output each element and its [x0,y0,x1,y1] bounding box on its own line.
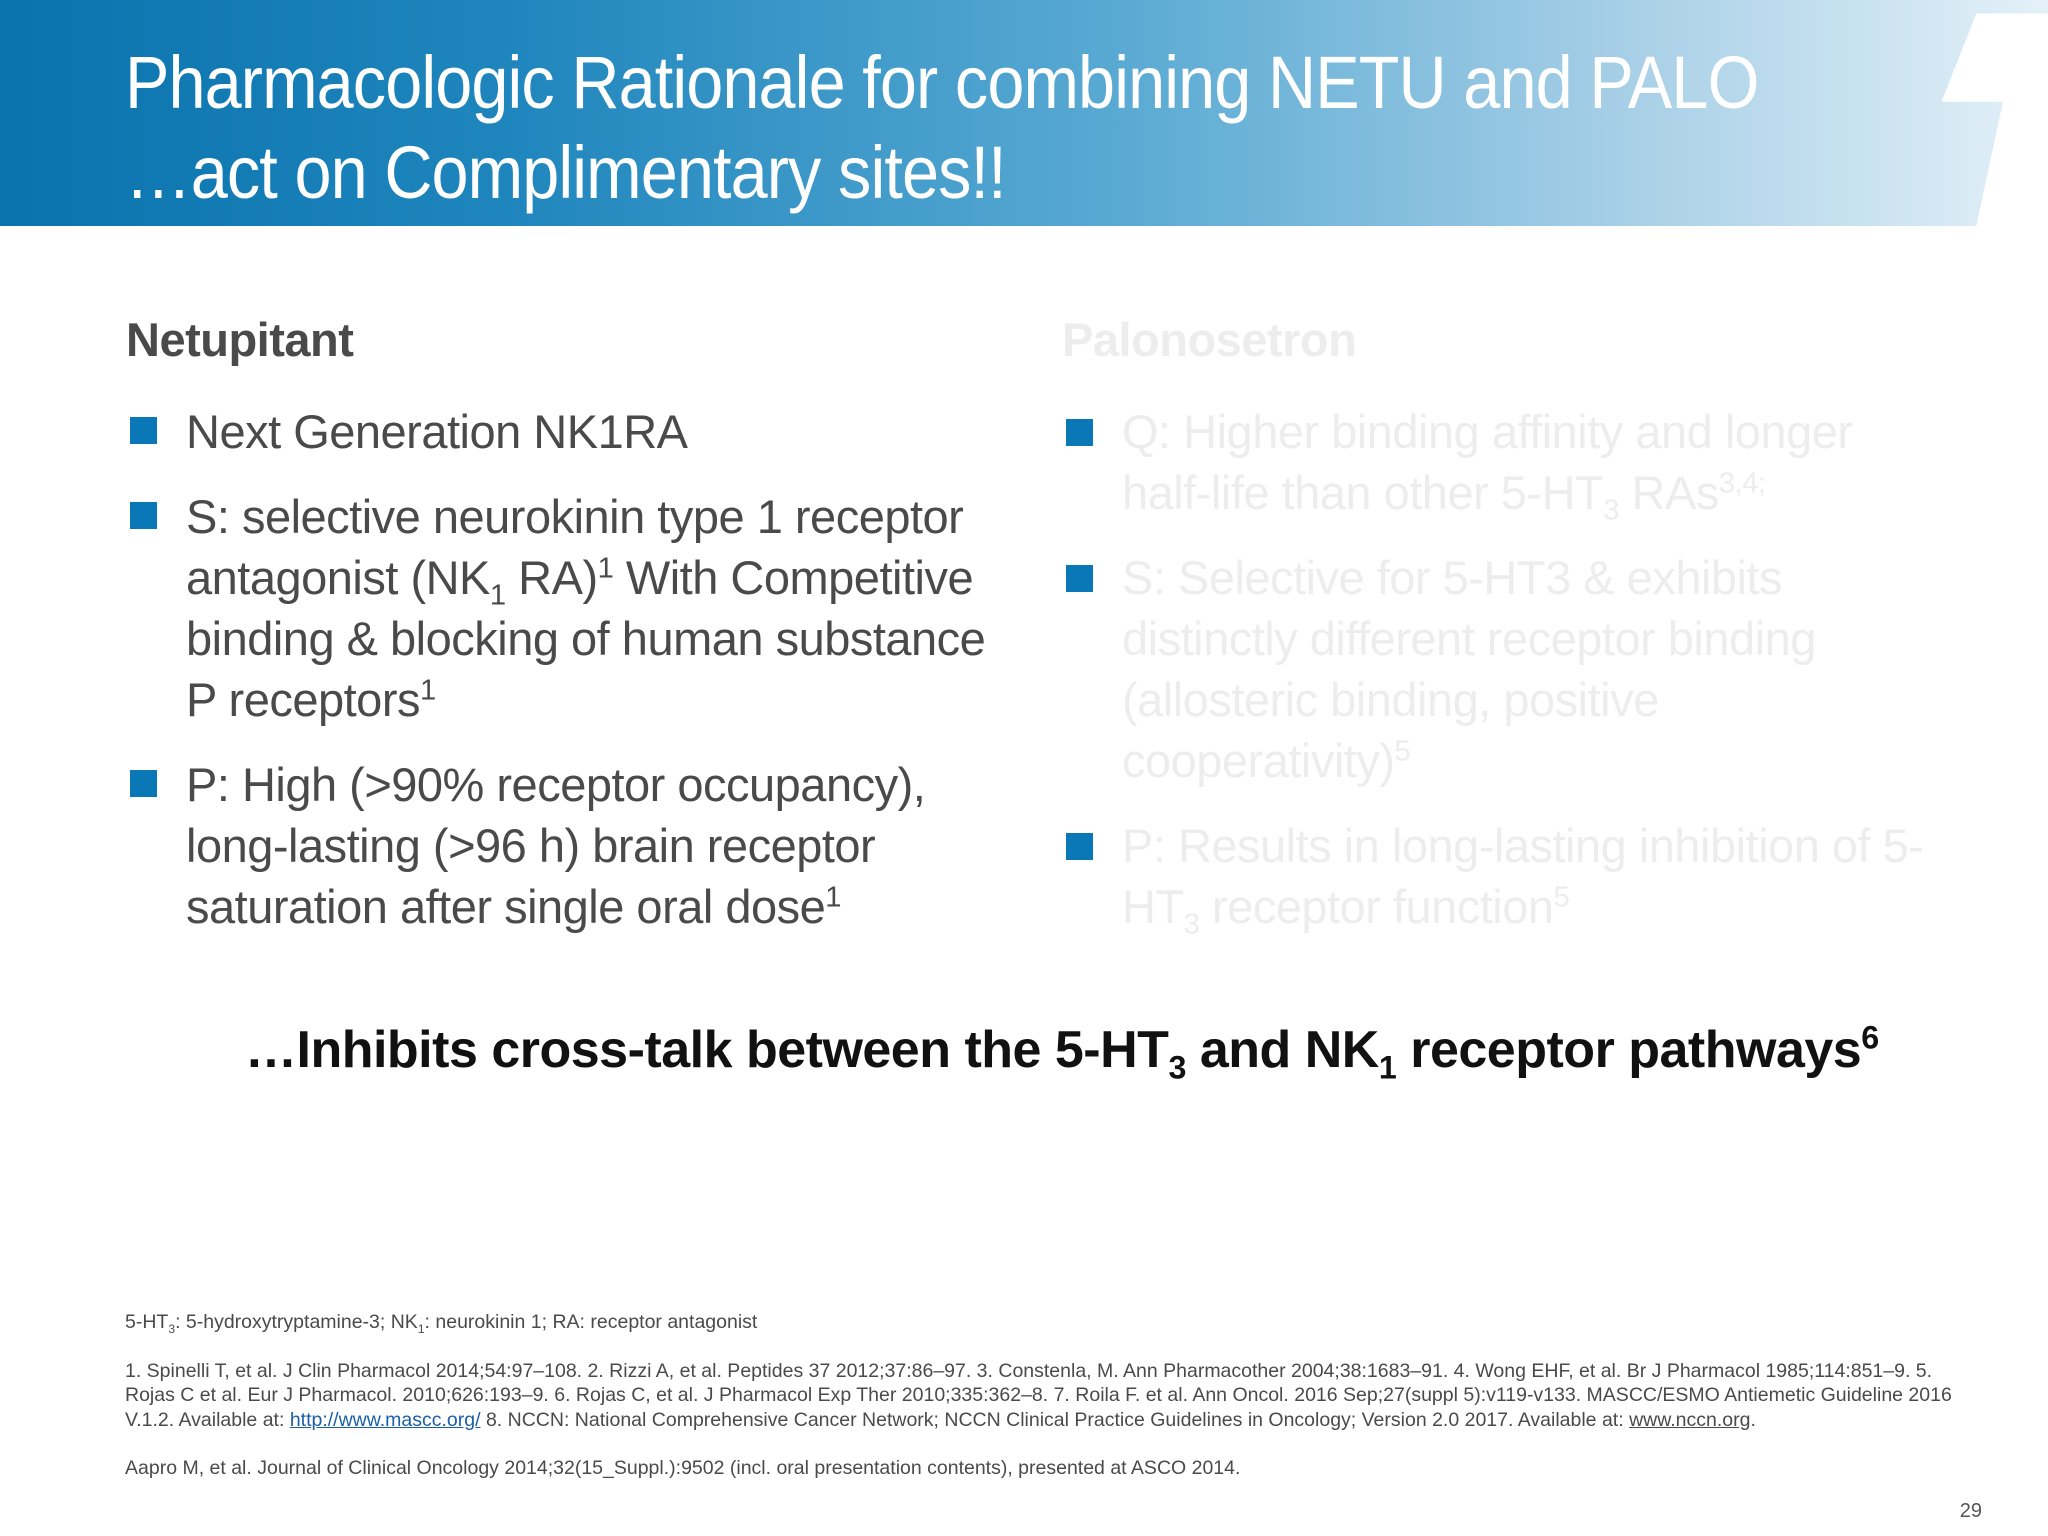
bullet-text-part: RA) [505,551,598,604]
subscript: 1 [489,579,506,612]
bullet-text [186,486,996,730]
citation-superscript: 3,4; [1718,467,1766,500]
footnote-text: . [1750,1408,1756,1431]
palonosetron-bullet-list [1062,401,1932,941]
square-bullet-icon [1066,833,1093,860]
citation-superscript: 1 [419,674,436,707]
list-item [126,486,996,730]
bullet-text-part: With Competitive binding & blocking of human substance P receptors [186,551,986,726]
bullet-text-part: RAs [1618,466,1719,519]
title-line-2: …act on Complimentary sites!! [125,131,1006,214]
conclusion-tagline [245,1019,1879,1086]
bullet-text-part: P: High (>90% receptor occupancy), long-lasting (>96 h) brain receptor saturation after single oral dose [186,758,926,933]
bullet-text-part: Q: Higher binding affinity and longer half-life than other 5-HT [1122,405,1853,519]
list-item [1062,401,1932,527]
abbreviations-footnote [125,1310,1955,1335]
netupitant-bullet-list [126,401,996,937]
bullet-text-part: Next Generation NK1RA [186,405,688,458]
square-bullet-icon [1066,565,1093,592]
subscript: 1 [417,1321,425,1336]
footnote-text: 1. Spinelli T, et al. J Clin Pharmacol 2014;54:97–108. 2. Rizzi A, et al. Peptides 37 2012;37:86–97. 3. Constenla, M. Ann Pharmacother 2004;38:1683–91. 4. Wong EHF, et al. Br J Pharmacol 1985;114:851–9. 5. Rojas C et al. Eur J Pharmacol. 2010;626:193–9. 6. Rojas C, et al. J Pharmacol Exp Ther 2010;335:362–8. 7. Roila F. et al. Ann Oncol. 2016 Sep;27(suppl 5):v119-v133. MASCC/ESMO Antiemetic Guideline 2016 V.1.2. Available at: [125,1359,1952,1431]
tagline-part: receptor pathways [1396,1021,1862,1079]
bullet-text-part: S: selective neurokinin type 1 receptor antagonist (NK [186,490,964,604]
bullet-text [186,754,996,937]
square-bullet-icon [130,770,157,797]
references-footnote [125,1359,1955,1433]
list-item [126,401,996,462]
bullet-text-part: S: Selective for 5-HT3 & exhibits distinctly different receptor binding (allosteric binding, positive cooperativity) [1122,551,1816,787]
subscript: 3 [1603,494,1619,527]
palonosetron-column [1062,312,1932,961]
citation-superscript: 6 [1861,1019,1879,1056]
footnote-text: : neurokinin 1; RA: receptor antagonist [424,1311,758,1333]
citation-superscript: 1 [825,881,841,914]
tagline-part: …Inhibits cross-talk between the 5-HT [245,1021,1169,1079]
citation-superscript: 1 [597,552,614,585]
list-item [1062,815,1932,941]
netupitant-column [126,312,996,961]
bullet-text [1122,815,1932,941]
subscript: 3 [1168,1049,1186,1086]
title-line-1: Pharmacologic Rationale for combining NETU and PALO [125,41,1759,124]
source-footnote: Aapro M, et al. Journal of Clinical Oncology 2014;32(15_Suppl.):9502 (incl. oral presentation contents), presented at ASCO 2014. [125,1457,1241,1479]
footnote-text: : 5-hydroxytryptamine-3; NK [175,1311,418,1333]
footnote-text: 5-HT [125,1311,169,1333]
list-item [1062,547,1932,791]
square-bullet-icon [130,417,157,444]
tagline-part: and NK [1185,1021,1379,1079]
list-item [126,754,996,937]
footnotes [125,1310,1955,1505]
bullet-text [186,401,996,462]
slide-title [125,38,1758,218]
netupitant-heading: Netupitant [126,313,354,366]
bullet-text [1122,547,1932,791]
page-number: 29 [1959,1500,1982,1522]
footnote-text: 8. NCCN: National Comprehensive Cancer Network; NCCN Clinical Practice Guidelines in Oncology; Version 2.0 2017. Available at: [480,1408,1630,1431]
bullet-text-part: P: Results in long-lasting inhibition of 5-HT [1122,819,1924,933]
subscript: 1 [1378,1049,1397,1086]
nccn-link[interactable]: www.nccn.org [1629,1408,1751,1431]
mascc-link[interactable]: http://www.mascc.org/ [289,1408,481,1431]
palonosetron-heading: Palonosetron [1062,313,1357,366]
subscript: 3 [168,1321,176,1336]
bullet-text-part: receptor function [1199,880,1554,933]
square-bullet-icon [130,502,157,529]
subscript: 3 [1183,908,1200,941]
bullet-text [1122,401,1932,527]
square-bullet-icon [1066,419,1093,446]
citation-superscript: 5 [1553,881,1570,914]
citation-superscript: 5 [1394,735,1411,768]
